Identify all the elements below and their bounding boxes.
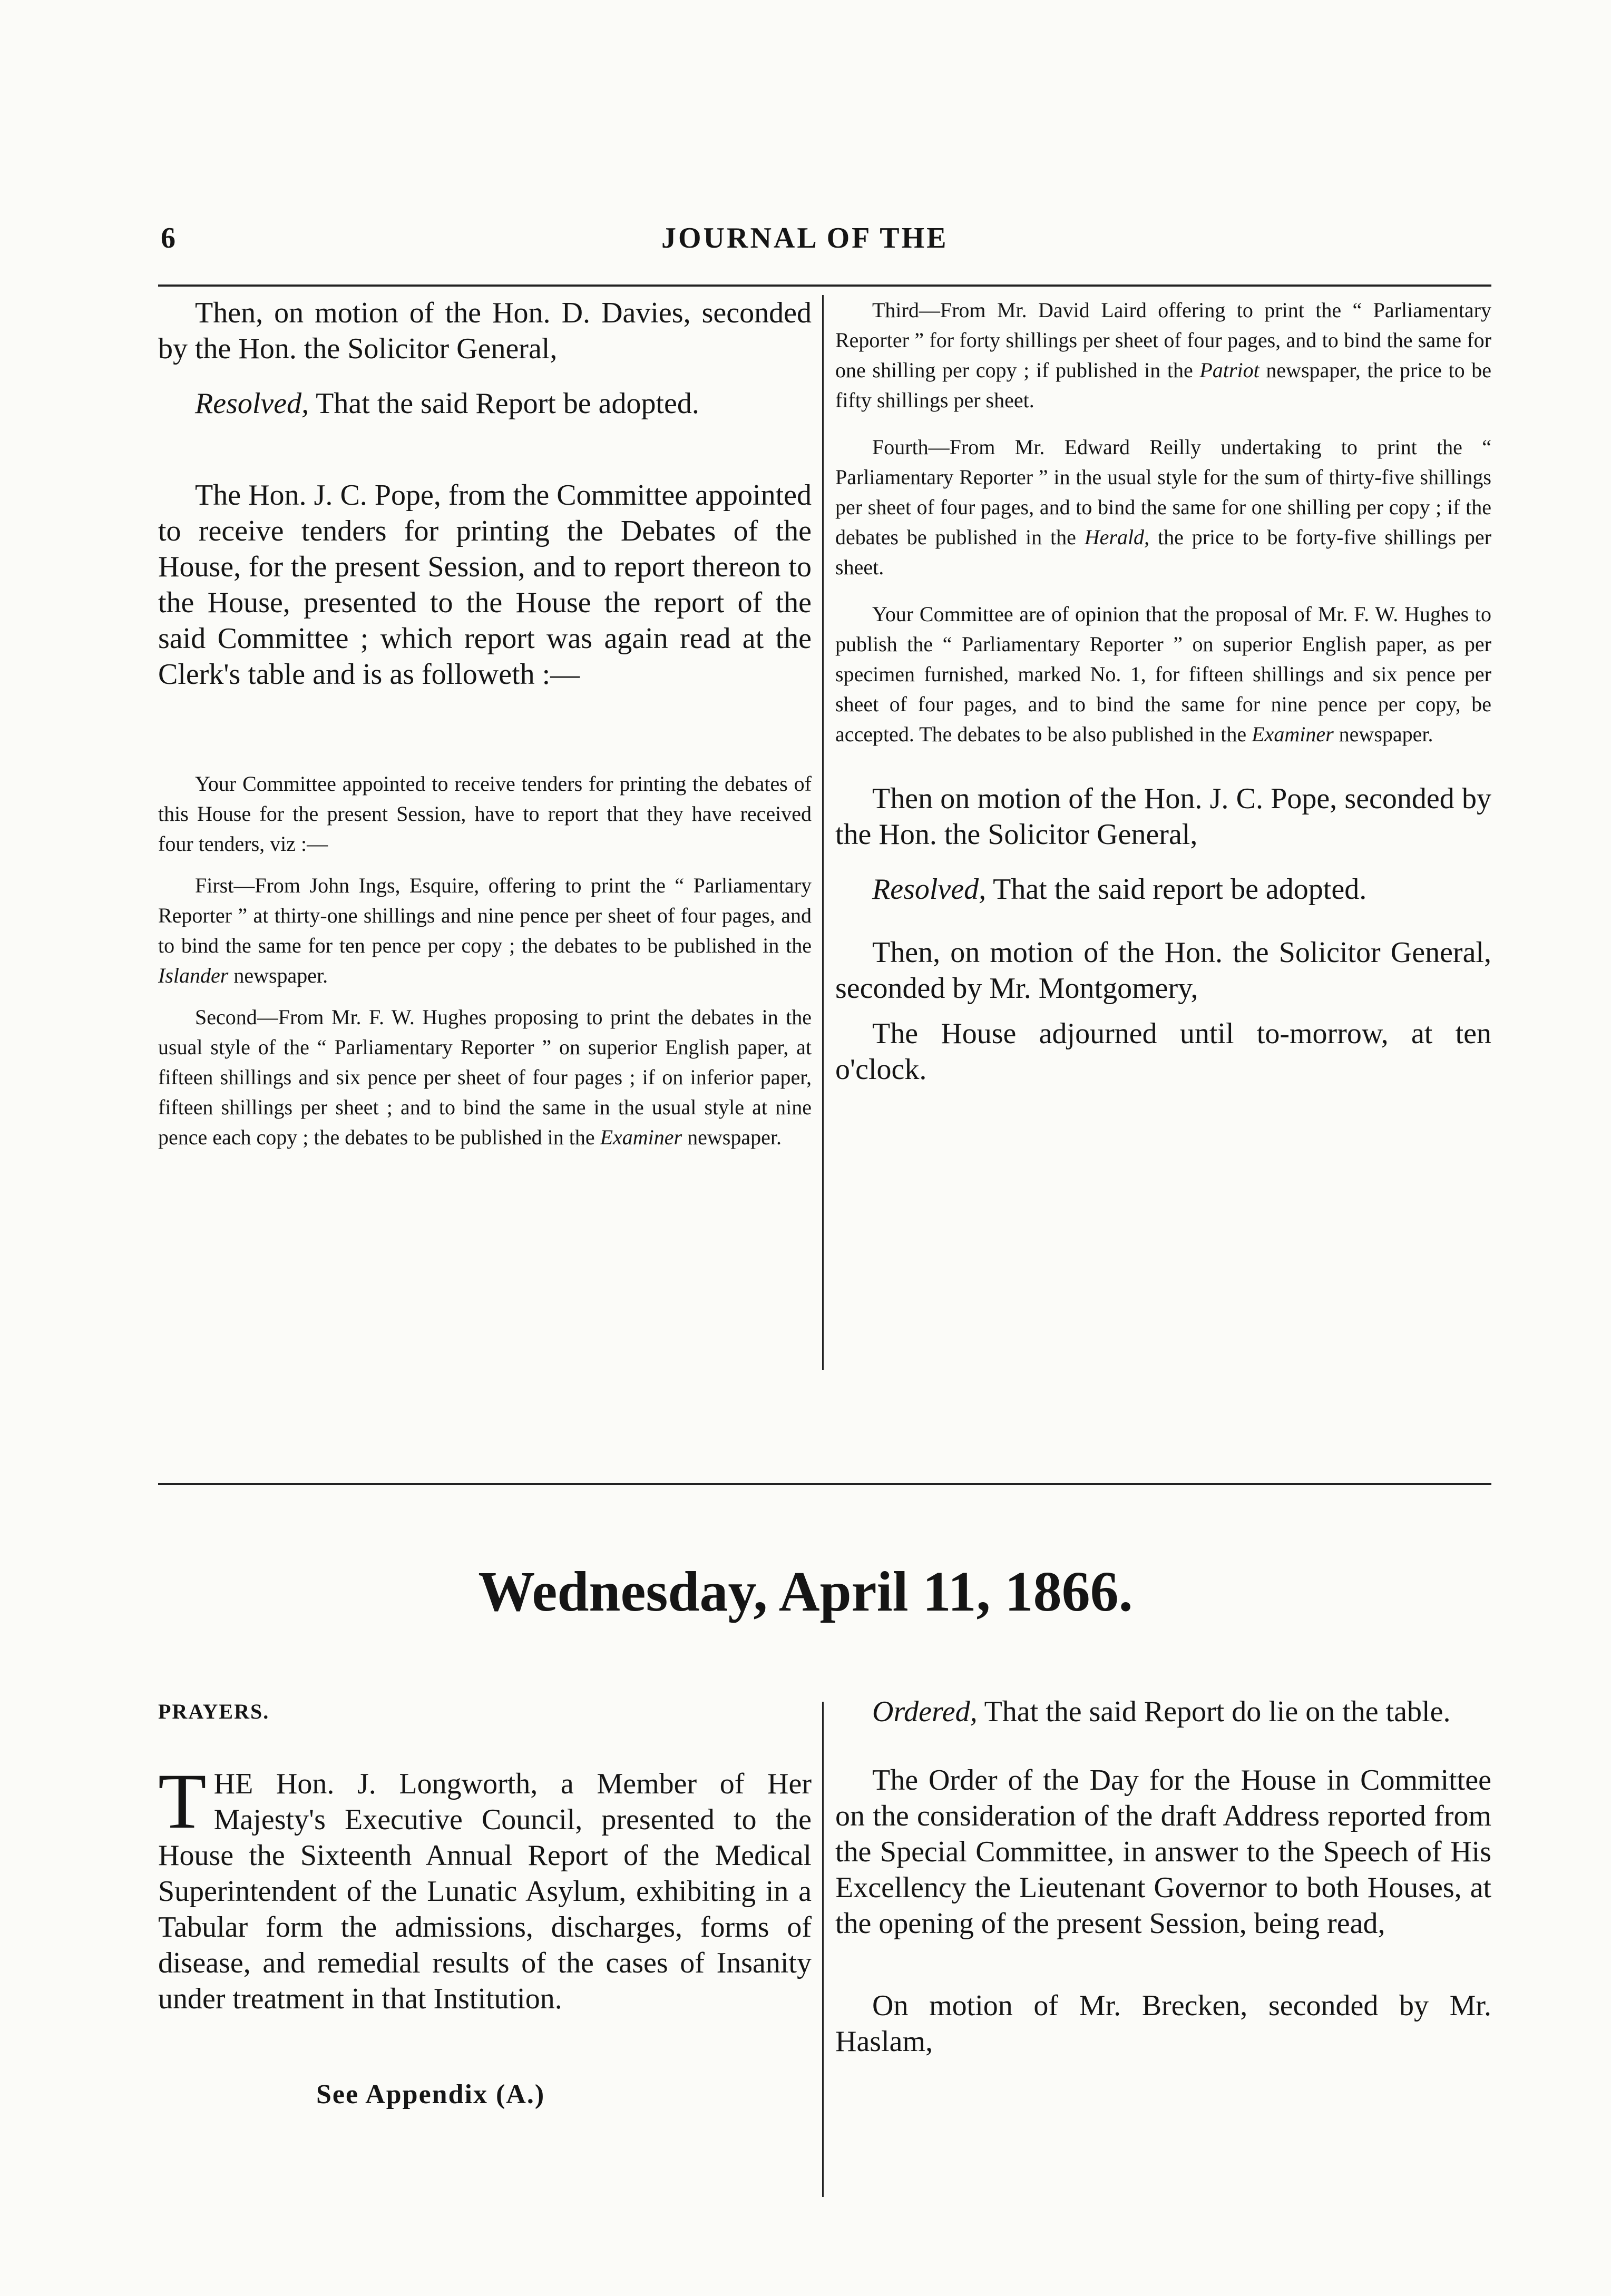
committee-opinion-text: Your Committee are of opinion that the proposal of Mr. F. W. Hughes to publish the “ Parliamentary Reporter ” on superior English paper, as per specimen furnished, marked No. 1, for fifteen shillings and six pence per sheet of four pages, and to bind the same for nine pence per copy, be accepted. The debates to be also published in the <box>835 602 1491 746</box>
tender-fourth-end: the price to be forty-five shillings per sheet. <box>835 525 1491 579</box>
order-of-day: The Order of the Day for the House in Committee on the consideration of the draft Address reported from the Special Committee, in answer to the Speech of His Excellency the Lieutenant Governor to both Houses, at the opening of the present Session, being read, <box>835 1764 1491 1940</box>
appendix-reference: See Appendix (A.) <box>316 2079 545 2109</box>
page-number: 6 <box>161 222 175 254</box>
newspaper-examiner: Examiner <box>600 1125 682 1149</box>
tender-second-text: Second—From Mr. F. W. Hughes proposing to print the debates in the usual style of the “ Parliamentary Reporter ” on superior English paper, at fifteen shillings and six pence per sheet of four pages ; if on inferior paper, fifteen shillings per sheet ; and to bind the same in the usual style at nine pence each copy ; the debates to be published in the <box>158 1005 812 1149</box>
bottom-left-column <box>158 1699 812 2110</box>
motion-pope: Then on motion of the Hon. J. C. Pope, seconded by the Hon. the Solicitor General, <box>835 782 1491 851</box>
tender-second-end: newspaper. <box>682 1125 782 1149</box>
committee-intro: Your Committee appointed to receive tenders for printing the debates of this House for the present Session, have to report that they have received four tenders, viz :— <box>158 772 812 856</box>
bottom-right-column <box>835 1694 1491 2059</box>
resolved-word: Resolved, <box>195 387 309 420</box>
tender-third <box>835 295 1491 415</box>
house-adjourned: The House adjourned until to-morrow, at ten o'clock. <box>835 1017 1491 1086</box>
resolved-text: That the said Report be adopted. <box>309 387 699 420</box>
tender-first-end: newspaper. <box>228 964 328 987</box>
motion-davies: Then, on motion of the Hon. D. Davies, seconded by the Hon. the Solicitor General, <box>158 297 812 365</box>
resolved-text-2: That the said report be adopted. <box>986 873 1367 906</box>
resolved-paragraph-2 <box>835 871 1491 907</box>
newspaper-examiner-2: Examiner <box>1252 722 1334 746</box>
ordered-paragraph <box>835 1694 1491 1730</box>
top-right-column <box>835 295 1491 1087</box>
prayers-heading: PRAYERS. <box>158 1700 270 1723</box>
drop-cap: T <box>158 1758 207 1845</box>
newspaper-islander: Islander <box>158 964 229 987</box>
committee-opinion-end: newspaper. <box>1333 722 1433 746</box>
motion-solicitor: Then, on motion of the Hon. the Solicitor General, seconded by Mr. Montgomery, <box>835 936 1491 1005</box>
ordered-word: Ordered, <box>872 1695 978 1728</box>
tender-first <box>158 870 812 990</box>
tender-second <box>158 1002 812 1152</box>
resolved-word-2: Resolved, <box>872 873 987 906</box>
tender-fourth-text: Fourth—From Mr. Edward Reilly undertaking to print the “ Parliamentary Reporter ” in the usual style for the sum of thirty-five shillings per sheet of four pages, and to bind the same for one shilling per copy ; if the debates be published in the <box>835 435 1491 549</box>
newspaper-patriot: Patriot <box>1199 358 1259 382</box>
motion-brecken: On motion of Mr. Brecken, seconded by Mr. Haslam, <box>835 1989 1491 2058</box>
newspaper-herald: Herald, <box>1084 525 1150 549</box>
header-rule <box>158 284 1491 287</box>
section-rule <box>158 1483 1491 1485</box>
top-column-divider <box>822 295 824 1370</box>
date-heading: Wednesday, April 11, 1866. <box>478 1561 1133 1623</box>
tender-first-text: First—From John Ings, Esquire, offering to print the “ Parliamentary Reporter ” at thirty-one shillings and nine pence per sheet of four pages, and to bind the same for ten pence per copy ; the debates to be published in the <box>158 874 812 957</box>
top-left-column <box>158 295 812 1152</box>
longworth-report <box>158 1758 812 2017</box>
tender-fourth <box>835 432 1491 582</box>
running-title: JOURNAL OF THE <box>661 222 949 254</box>
longworth-text: HE Hon. J. Longworth, a Member of Her Majesty's Executive Council, presented to the House the Sixteenth Annual Report of the Medical Superintendent of the Lunatic Asylum, exhibiting in a Tabular form the admissions, discharges, forms of disease, and remedial results of the cases of Insanity under treatment in that Institution. <box>158 1768 812 2015</box>
committee-opinion <box>835 599 1491 749</box>
ordered-text: That the said Report do lie on the table. <box>977 1695 1451 1728</box>
resolved-paragraph <box>158 386 812 421</box>
tender-third-end: newspaper, the price to be fifty shillings per sheet. <box>835 358 1491 412</box>
bottom-column-divider <box>822 1702 824 2197</box>
tender-third-text: Third—From Mr. David Laird offering to print the “ Parliamentary Reporter ” for forty shillings per sheet of four pages, and to bind the same for one shilling per copy ; if published in the <box>835 298 1491 382</box>
pope-report: The Hon. J. C. Pope, from the Committee appointed to receive tenders for printing the Debates of the House, for the present Session, and to report thereon to the House, presented to the House the report of the said Committee ; which report was again read at the Clerk's table and is as followeth :— <box>158 479 812 691</box>
